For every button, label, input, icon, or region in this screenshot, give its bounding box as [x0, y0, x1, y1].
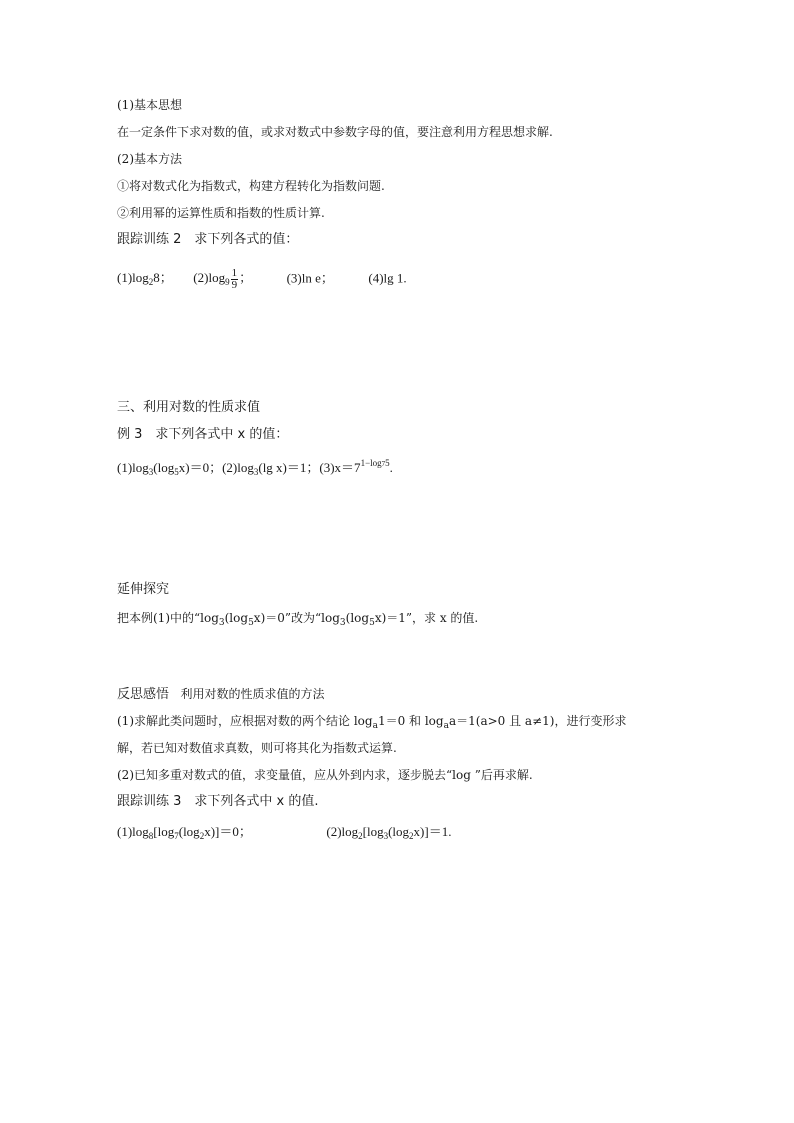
- extension-text: 把本例(1)中的“$\log_3(\log_5x)=0$”改为“$\log_3(\log_5x)=1$”，求 x 的值.: [117, 611, 479, 628]
- training-2-p2: $(2)\log_9$ $\frac{1}{9}$ ；: [193, 267, 253, 291]
- training-2-problems: [117, 268, 407, 291]
- training-2-p4: (4)lg 1.: [368, 270, 407, 286]
- reflection-subtitle: 利用对数的性质求值的方法: [180, 687, 325, 701]
- basic-idea-heading: (1)基本思想: [117, 98, 182, 112]
- training-3-title: 跟踪训练 3 求下列各式中 x 的值.: [117, 794, 319, 809]
- basic-method-step-1: ①将对数式化为指数式，构建方程转化为指数问题.: [117, 179, 385, 193]
- training-2-p1: $(1)\log_28$；: [117, 270, 173, 288]
- basic-idea-text: 在一定条件下求对数的值，或求对数式中参数字母的值，要注意利用方程思想求解.: [117, 125, 553, 139]
- training-3-q2: $(2)\log_2[\log_3(\log_2x)]=1$.: [326, 824, 452, 841]
- reflection-line-1: (1)求解此类问题时，应根据对数的两个结论 $\log_a1=0$ 和 $\log_aa=1(a>0$ 且 a≠1)，进行变形求: [117, 714, 627, 731]
- reflection-title: 反思感悟: [117, 687, 170, 702]
- reflection-line-3: (2)已知多重对数式的值，求变量值，应从外到内求，逐步脱去“log ”后再求解.: [117, 768, 533, 782]
- basic-method-step-2: ②利用幂的运算性质和指数的性质计算.: [117, 206, 325, 220]
- training-3-q1: $(1)\log_8[\log_7(\log_2x)]=0$；: [117, 824, 252, 841]
- basic-method-heading: (2)基本方法: [117, 152, 182, 166]
- training-2-p3: (3)ln e；: [286, 270, 334, 286]
- section-3-title: 三、利用对数的性质求值: [117, 400, 261, 415]
- extension-title: 延伸探究: [117, 582, 170, 597]
- training-3-problems: [117, 824, 451, 840]
- example-3-problems: $(1)\log_3(\log_5x)=0$；$(2)\log_3(\lg$ x)＝1；$(3)x=7^{1-log75}$.: [117, 458, 393, 477]
- reflection-line-2: 解，若已知对数值求真数，则可将其化为指数式运算.: [117, 741, 397, 755]
- reflection-heading: [117, 686, 324, 703]
- training-2-title: 跟踪训练 2 求下列各式的值：: [117, 232, 299, 247]
- fraction: $\frac{1}{9}$: [231, 267, 238, 291]
- example-3-title: 例 3 求下列各式中 x 的值：: [117, 427, 289, 442]
